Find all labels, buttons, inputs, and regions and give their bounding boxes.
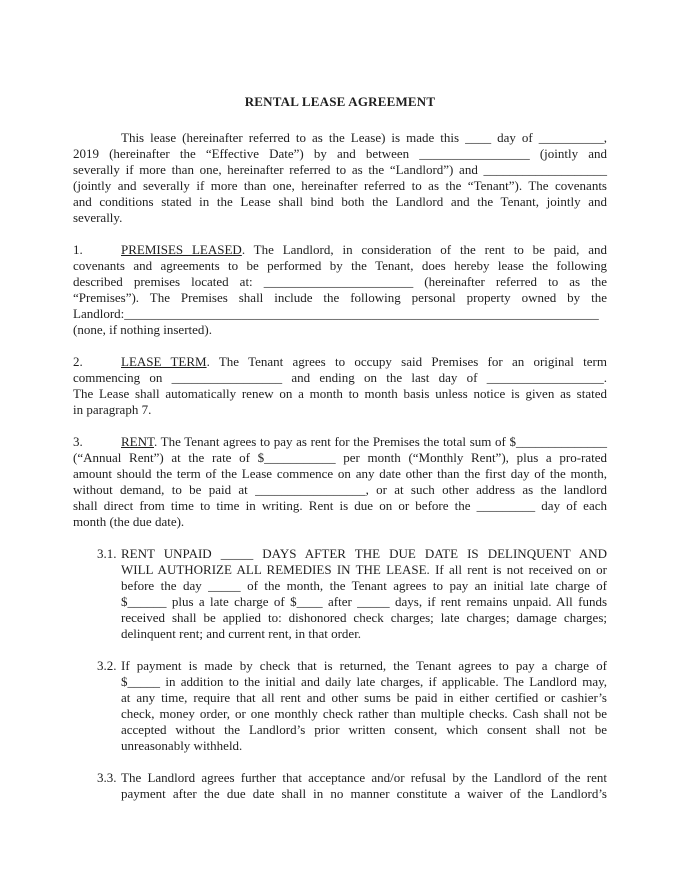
doc-line (73, 546, 607, 562)
section-number: 3. (73, 434, 83, 449)
doc-line (73, 306, 607, 322)
doc-line (73, 274, 607, 290)
doc-line (73, 402, 607, 418)
doc-line (73, 258, 607, 274)
text-run: . The Landlord, in consideration of the rent to be paid, and (241, 242, 608, 257)
section-heading: RENT (121, 434, 154, 449)
doc-line (73, 450, 607, 466)
section-number: 2. (73, 354, 83, 369)
subsection-3-3-acceptance-refusal (73, 770, 607, 802)
subsection-number: 3.2. (97, 658, 117, 673)
document-content (73, 94, 607, 802)
text-run: shall direct from time to time in writing. Rent is due on or before the _________ day of each (73, 498, 607, 513)
doc-line (73, 786, 607, 802)
text-run: (none, if nothing inserted). (73, 322, 212, 337)
doc-line (73, 386, 607, 402)
text-run: payment after the due date shall in no manner constitute a waiver of the Landlord’s (121, 786, 607, 801)
section-heading: LEASE TERM (121, 354, 207, 369)
doc-line (73, 210, 607, 226)
doc-line (73, 434, 607, 450)
text-run: (“Annual Rent”) at the rate of $___________ per month (“Monthly Rent”), plus a pro-rated (73, 450, 607, 465)
text-run: covenants and agreements to be performed by the Tenant, does hereby lease the following (73, 258, 607, 273)
text-run: If payment is made by check that is returned, the Tenant agrees to pay a charge of (121, 658, 607, 673)
text-run: severally. (73, 210, 123, 225)
text-run: unreasonably withheld. (121, 738, 243, 753)
doc-line (73, 690, 607, 706)
subsection-3-2-returned-check (73, 658, 607, 754)
doc-line (73, 146, 607, 162)
doc-line (73, 162, 607, 178)
intro-paragraph (73, 130, 607, 226)
text-run: WILL AUTHORIZE ALL REMEDIES IN THE LEASE. If all rent is not received on or (121, 562, 607, 577)
document-body (73, 130, 607, 802)
doc-line (73, 466, 607, 482)
doc-line (73, 194, 607, 210)
section-number: 1. (73, 242, 83, 257)
doc-line (73, 578, 607, 594)
text-run: at any time, require that all rent and other sums be paid in either certified or cashier’s (121, 690, 607, 705)
subsection-number: 3.1. (97, 546, 117, 561)
text-run: (jointly and severally if more than one, hereinafter referred to as the “Tenant”). The covenants (73, 178, 607, 193)
doc-line (73, 370, 607, 386)
doc-line (73, 658, 607, 674)
section-1-premises-leased (73, 242, 607, 338)
section-3-rent (73, 434, 607, 530)
text-run: . The Tenant agrees to pay as rent for the Premises the total sum of $______________ (153, 434, 607, 449)
text-run: RENT UNPAID _____ DAYS AFTER THE DUE DATE IS DELINQUENT AND (121, 546, 607, 561)
text-run: check, money order, or one monthly check rather than multiple checks. Cash shall not be (121, 706, 607, 721)
text-run: month (the due date). (73, 514, 185, 529)
text-run: without demand, to be paid at _________________, or at such other address as the landlord (73, 482, 607, 497)
text-run: amount should the term of the Lease commence on any date other than the first day of the month, (73, 466, 607, 481)
doc-line (73, 322, 607, 338)
section-heading: PREMISES LEASED (121, 242, 242, 257)
text-run: described premises located at: _______________________ (hereinafter referred to as the (73, 274, 607, 289)
doc-line (73, 482, 607, 498)
text-run: and conditions stated in the Lease shall bind both the Landlord and the Tenant, jointly and (73, 194, 607, 209)
text-run: The Lease shall automatically renew on a month to month basis unless notice is given as stated (73, 386, 607, 401)
doc-line (73, 498, 607, 514)
doc-line (73, 514, 607, 530)
doc-line (73, 242, 607, 258)
doc-line (73, 770, 607, 786)
text-run: 2019 (hereinafter the “Effective Date”) by and between _________________ (jointly and (73, 146, 607, 161)
doc-line (73, 562, 607, 578)
subsection-number: 3.3. (97, 770, 117, 785)
text-run: delinquent rent; and current rent, in that order. (121, 626, 362, 641)
text-run: $______ plus a late charge of $____ after _____ days, if rent remains unpaid. All funds (121, 594, 607, 609)
doc-line (73, 130, 607, 146)
text-run: received shall be applied to: dishonored check charges; late charges; damage charges; (121, 610, 607, 625)
text-run: “Premises”). The Premises shall include the following personal property owned by the (73, 290, 607, 305)
subsection-3-1-late-rent (73, 546, 607, 642)
doc-line (73, 290, 607, 306)
text-run: accepted without the Landlord’s prior written consent, which consent shall not be (121, 722, 607, 737)
doc-line (73, 706, 607, 722)
text-run: severally if more than one, hereinafter referred to as the “Landlord”) and ___________________ (73, 162, 607, 177)
text-run: $_____ in addition to the initial and daily late charges, if applicable. The Landlord may, (121, 674, 607, 689)
doc-line (73, 738, 607, 754)
text-run: before the day _____ of the month, the Tenant agrees to pay an initial late charge of (121, 578, 607, 593)
doc-line (73, 722, 607, 738)
doc-line (73, 626, 607, 642)
doc-line (73, 178, 607, 194)
doc-line (73, 594, 607, 610)
doc-line (73, 674, 607, 690)
text-run: This lease (hereinafter referred to as the Lease) is made this ____ day of __________, (121, 130, 607, 145)
doc-line (73, 610, 607, 626)
document-title: RENTAL LEASE AGREEMENT (244, 94, 436, 109)
text-run: . The Tenant agrees to occupy said Premises for an original term (206, 354, 607, 369)
section-2-lease-term (73, 354, 607, 418)
text-run: commencing on _________________ and ending on the last day of __________________. (73, 370, 607, 385)
text-run: The Landlord agrees further that acceptance and/or refusal by the Landlord of the rent (121, 770, 607, 785)
doc-line (73, 354, 607, 370)
text-run: in paragraph 7. (73, 402, 152, 417)
text-run: Landlord:_________________________________________________________________________ (73, 306, 599, 321)
